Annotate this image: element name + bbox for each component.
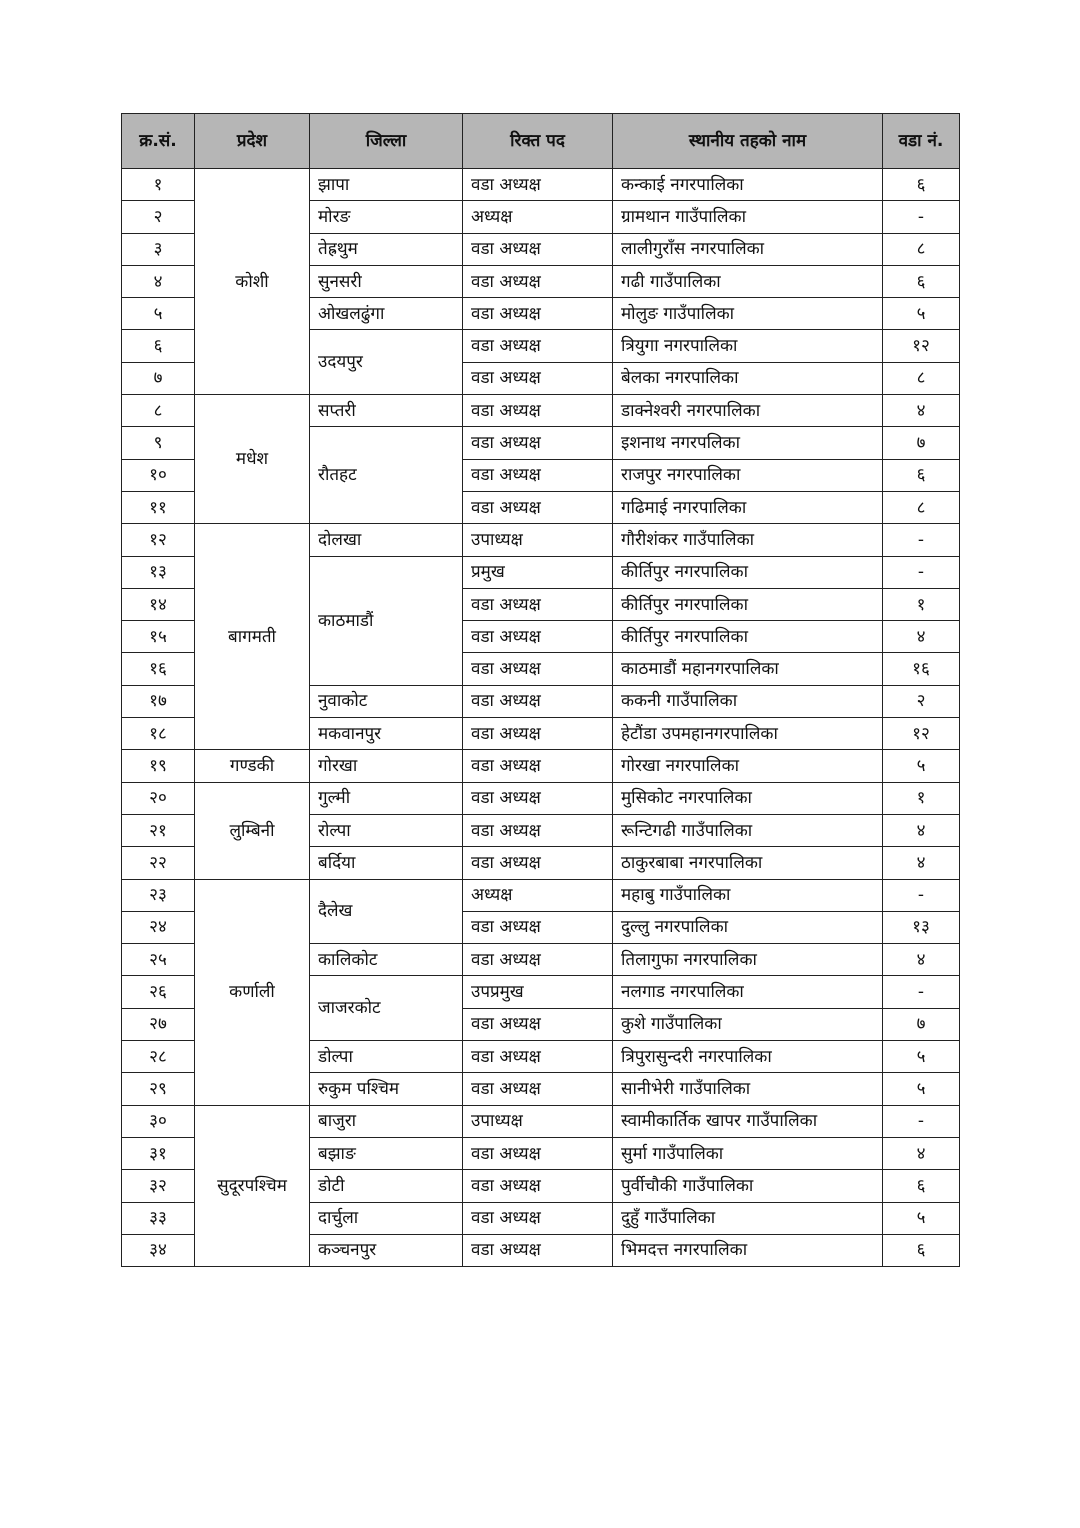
local-body-cell: सानीभेरी गाउँपालिका xyxy=(613,1073,883,1105)
header-ward: वडा नं. xyxy=(883,114,960,169)
vacant-post-cell: वडा अध्यक्ष xyxy=(463,427,613,459)
district-cell: रौतहट xyxy=(310,427,463,524)
local-body-cell: बेलका नगरपालिका xyxy=(613,362,883,394)
district-cell: काठमाडौं xyxy=(310,556,463,685)
serial-number-cell: ५ xyxy=(122,298,195,330)
vacant-post-cell: अध्यक्ष xyxy=(463,879,613,911)
ward-number-cell: ४ xyxy=(883,621,960,653)
vacant-post-cell: वडा अध्यक्ष xyxy=(463,944,613,976)
local-body-cell: रून्टिगढी गाउँपालिका xyxy=(613,814,883,846)
local-body-cell: मुसिकोट नगरपालिका xyxy=(613,782,883,814)
local-body-cell: गढी गाउँपालिका xyxy=(613,265,883,297)
district-cell: बर्दिया xyxy=(310,847,463,879)
vacant-post-cell: वडा अध्यक्ष xyxy=(463,685,613,717)
serial-number-cell: ३० xyxy=(122,1105,195,1137)
vacant-post-cell: वडा अध्यक्ष xyxy=(463,718,613,750)
vacant-post-cell: वडा अध्यक्ष xyxy=(463,169,613,201)
serial-number-cell: २० xyxy=(122,782,195,814)
vacant-post-cell: वडा अध्यक्ष xyxy=(463,265,613,297)
table-row xyxy=(122,879,960,911)
province-cell: बागमती xyxy=(195,524,310,750)
serial-number-cell: ३२ xyxy=(122,1170,195,1202)
vacant-post-cell: वडा अध्यक्ष xyxy=(463,814,613,846)
ward-number-cell: ८ xyxy=(883,233,960,265)
ward-number-cell: ६ xyxy=(883,265,960,297)
vacant-post-cell: वडा अध्यक्ष xyxy=(463,298,613,330)
ward-number-cell: - xyxy=(883,524,960,556)
local-body-cell: दुहुँ गाउँपालिका xyxy=(613,1202,883,1234)
local-body-cell: भिमदत्त नगरपालिका xyxy=(613,1234,883,1266)
vacant-post-cell: वडा अध्यक्ष xyxy=(463,782,613,814)
ward-number-cell: ४ xyxy=(883,944,960,976)
ward-number-cell: ६ xyxy=(883,169,960,201)
serial-number-cell: १६ xyxy=(122,653,195,685)
local-body-cell: कीर्तिपुर नगरपालिका xyxy=(613,621,883,653)
header-province: प्रदेश xyxy=(195,114,310,169)
district-cell: मकवानपुर xyxy=(310,718,463,750)
ward-number-cell: ५ xyxy=(883,298,960,330)
serial-number-cell: २१ xyxy=(122,814,195,846)
vacant-post-cell: वडा अध्यक्ष xyxy=(463,1008,613,1040)
district-cell: रोल्पा xyxy=(310,814,463,846)
serial-number-cell: २५ xyxy=(122,944,195,976)
local-body-cell: सुर्मा गाउँपालिका xyxy=(613,1137,883,1169)
serial-number-cell: ३१ xyxy=(122,1137,195,1169)
serial-number-cell: ९ xyxy=(122,427,195,459)
serial-number-cell: ४ xyxy=(122,265,195,297)
vacant-post-cell: उपाध्यक्ष xyxy=(463,524,613,556)
ward-number-cell: ४ xyxy=(883,395,960,427)
district-cell: नुवाकोट xyxy=(310,685,463,717)
local-body-cell: त्रिपुरासुन्दरी नगरपालिका xyxy=(613,1041,883,1073)
vacant-post-cell: वडा अध्यक्ष xyxy=(463,653,613,685)
header-local-body: स्थानीय तहको नाम xyxy=(613,114,883,169)
district-cell: बझाङ xyxy=(310,1137,463,1169)
local-body-cell: डाक्नेश्वरी नगरपालिका xyxy=(613,395,883,427)
serial-number-cell: १२ xyxy=(122,524,195,556)
serial-number-cell: १७ xyxy=(122,685,195,717)
district-cell: झापा xyxy=(310,169,463,201)
district-cell: कालिकोट xyxy=(310,944,463,976)
district-cell: गुल्मी xyxy=(310,782,463,814)
vacant-post-cell: वडा अध्यक्ष xyxy=(463,1073,613,1105)
local-body-cell: दुल्लु नगरपालिका xyxy=(613,911,883,943)
district-cell: बाजुरा xyxy=(310,1105,463,1137)
local-body-cell: हेटौंडा उपमहानगरपालिका xyxy=(613,718,883,750)
serial-number-cell: ८ xyxy=(122,395,195,427)
local-body-cell: महाबु गाउँपालिका xyxy=(613,879,883,911)
ward-number-cell: ८ xyxy=(883,362,960,394)
header-sn: क्र.सं. xyxy=(122,114,195,169)
table-header xyxy=(122,114,960,169)
vacant-post-cell: उपाध्यक्ष xyxy=(463,1105,613,1137)
local-body-cell: गोरखा नगरपालिका xyxy=(613,750,883,782)
district-cell: तेह्रथुम xyxy=(310,233,463,265)
serial-number-cell: ३४ xyxy=(122,1234,195,1266)
vacant-post-cell: वडा अध्यक्ष xyxy=(463,911,613,943)
serial-number-cell: २६ xyxy=(122,976,195,1008)
vacant-post-cell: वडा अध्यक्ष xyxy=(463,1137,613,1169)
district-cell: रुकुम पश्चिम xyxy=(310,1073,463,1105)
ward-number-cell: ६ xyxy=(883,1234,960,1266)
ward-number-cell: ५ xyxy=(883,1041,960,1073)
ward-number-cell: - xyxy=(883,201,960,233)
serial-number-cell: २४ xyxy=(122,911,195,943)
ward-number-cell: ६ xyxy=(883,1170,960,1202)
ward-number-cell: ४ xyxy=(883,1137,960,1169)
serial-number-cell: २३ xyxy=(122,879,195,911)
district-cell: जाजरकोट xyxy=(310,976,463,1041)
vacant-post-cell: वडा अध्यक्ष xyxy=(463,362,613,394)
ward-number-cell: - xyxy=(883,879,960,911)
ward-number-cell: ४ xyxy=(883,847,960,879)
serial-number-cell: १० xyxy=(122,459,195,491)
ward-number-cell: ४ xyxy=(883,814,960,846)
district-cell: मोरङ xyxy=(310,201,463,233)
ward-number-cell: - xyxy=(883,556,960,588)
ward-number-cell: ५ xyxy=(883,1202,960,1234)
local-body-cell: गौरीशंकर गाउँपालिका xyxy=(613,524,883,556)
local-body-cell: ठाकुरबाबा नगरपालिका xyxy=(613,847,883,879)
ward-number-cell: ८ xyxy=(883,491,960,523)
ward-number-cell: १२ xyxy=(883,718,960,750)
serial-number-cell: १४ xyxy=(122,588,195,620)
table-row xyxy=(122,524,960,556)
table-row xyxy=(122,782,960,814)
vacant-post-cell: वडा अध्यक्ष xyxy=(463,1234,613,1266)
district-cell: दोलखा xyxy=(310,524,463,556)
province-cell: सुदूरपश्चिम xyxy=(195,1105,310,1266)
vacant-post-cell: अध्यक्ष xyxy=(463,201,613,233)
table-row xyxy=(122,1105,960,1137)
local-body-cell: नलगाड नगरपालिका xyxy=(613,976,883,1008)
local-body-cell: कीर्तिपुर नगरपालिका xyxy=(613,588,883,620)
serial-number-cell: १५ xyxy=(122,621,195,653)
vacant-post-cell: वडा अध्यक्ष xyxy=(463,621,613,653)
district-cell: उदयपुर xyxy=(310,330,463,395)
ward-number-cell: ५ xyxy=(883,750,960,782)
serial-number-cell: १८ xyxy=(122,718,195,750)
district-cell: सुनसरी xyxy=(310,265,463,297)
district-cell: कञ्चनपुर xyxy=(310,1234,463,1266)
vacant-post-cell: वडा अध्यक्ष xyxy=(463,233,613,265)
table-row xyxy=(122,750,960,782)
vacant-post-cell: वडा अध्यक्ष xyxy=(463,491,613,523)
local-body-cell: राजपुर नगरपालिका xyxy=(613,459,883,491)
ward-number-cell: १ xyxy=(883,782,960,814)
province-cell: मधेश xyxy=(195,395,310,524)
vacant-post-cell: प्रमुख xyxy=(463,556,613,588)
serial-number-cell: १३ xyxy=(122,556,195,588)
local-body-cell: गढिमाई नगरपालिका xyxy=(613,491,883,523)
local-body-cell: त्रियुगा नगरपालिका xyxy=(613,330,883,362)
vacant-post-cell: वडा अध्यक्ष xyxy=(463,395,613,427)
local-body-cell: मोलुङ गाउँपालिका xyxy=(613,298,883,330)
local-body-cell: कीर्तिपुर नगरपालिका xyxy=(613,556,883,588)
local-body-cell: कन्काई नगरपालिका xyxy=(613,169,883,201)
header-district: जिल्ला xyxy=(310,114,463,169)
local-body-cell: ग्रामथान गाउँपालिका xyxy=(613,201,883,233)
local-body-cell: पुर्वीचौकी गाउँपालिका xyxy=(613,1170,883,1202)
local-body-cell: तिलागुफा नगरपालिका xyxy=(613,944,883,976)
district-cell: डोटी xyxy=(310,1170,463,1202)
header-post: रिक्त पद xyxy=(463,114,613,169)
vacant-post-cell: वडा अध्यक्ष xyxy=(463,459,613,491)
ward-number-cell: ७ xyxy=(883,427,960,459)
serial-number-cell: २८ xyxy=(122,1041,195,1073)
local-body-cell: कुशे गाउँपालिका xyxy=(613,1008,883,1040)
table-row xyxy=(122,395,960,427)
serial-number-cell: ७ xyxy=(122,362,195,394)
vacant-post-cell: वडा अध्यक्ष xyxy=(463,847,613,879)
district-cell: दैलेख xyxy=(310,879,463,944)
serial-number-cell: २९ xyxy=(122,1073,195,1105)
table-body xyxy=(122,169,960,1267)
vacant-post-cell: वडा अध्यक्ष xyxy=(463,330,613,362)
local-body-cell: काठमाडौं महानगरपालिका xyxy=(613,653,883,685)
serial-number-cell: २७ xyxy=(122,1008,195,1040)
vacant-post-cell: वडा अध्यक्ष xyxy=(463,1041,613,1073)
table-row xyxy=(122,169,960,201)
ward-number-cell: १३ xyxy=(883,911,960,943)
serial-number-cell: ३ xyxy=(122,233,195,265)
local-body-cell: स्वामीकार्तिक खापर गाउँपालिका xyxy=(613,1105,883,1137)
local-body-cell: ककनी गाउँपालिका xyxy=(613,685,883,717)
district-cell: दार्चुला xyxy=(310,1202,463,1234)
serial-number-cell: २२ xyxy=(122,847,195,879)
province-cell: कर्णाली xyxy=(195,879,310,1105)
vacant-post-cell: वडा अध्यक्ष xyxy=(463,1170,613,1202)
ward-number-cell: - xyxy=(883,1105,960,1137)
serial-number-cell: १९ xyxy=(122,750,195,782)
province-cell: लुम्बिनी xyxy=(195,782,310,879)
district-cell: गोरखा xyxy=(310,750,463,782)
serial-number-cell: ६ xyxy=(122,330,195,362)
vacant-post-cell: वडा अध्यक्ष xyxy=(463,588,613,620)
vacant-post-cell: उपप्रमुख xyxy=(463,976,613,1008)
ward-number-cell: ५ xyxy=(883,1073,960,1105)
serial-number-cell: १ xyxy=(122,169,195,201)
ward-number-cell: ७ xyxy=(883,1008,960,1040)
local-body-cell: लालीगुराँस नगरपालिका xyxy=(613,233,883,265)
local-body-cell: इशनाथ नगरपलिका xyxy=(613,427,883,459)
district-cell: ओखलढुंगा xyxy=(310,298,463,330)
vacancy-table xyxy=(121,113,960,1267)
vacant-post-cell: वडा अध्यक्ष xyxy=(463,750,613,782)
serial-number-cell: ११ xyxy=(122,491,195,523)
ward-number-cell: २ xyxy=(883,685,960,717)
serial-number-cell: ३३ xyxy=(122,1202,195,1234)
district-cell: सप्तरी xyxy=(310,395,463,427)
ward-number-cell: - xyxy=(883,976,960,1008)
ward-number-cell: ६ xyxy=(883,459,960,491)
province-cell: कोशी xyxy=(195,169,310,395)
serial-number-cell: २ xyxy=(122,201,195,233)
province-cell: गण्डकी xyxy=(195,750,310,782)
ward-number-cell: १२ xyxy=(883,330,960,362)
vacant-post-cell: वडा अध्यक्ष xyxy=(463,1202,613,1234)
header-row xyxy=(122,114,960,169)
district-cell: डोल्पा xyxy=(310,1041,463,1073)
ward-number-cell: १ xyxy=(883,588,960,620)
ward-number-cell: १६ xyxy=(883,653,960,685)
